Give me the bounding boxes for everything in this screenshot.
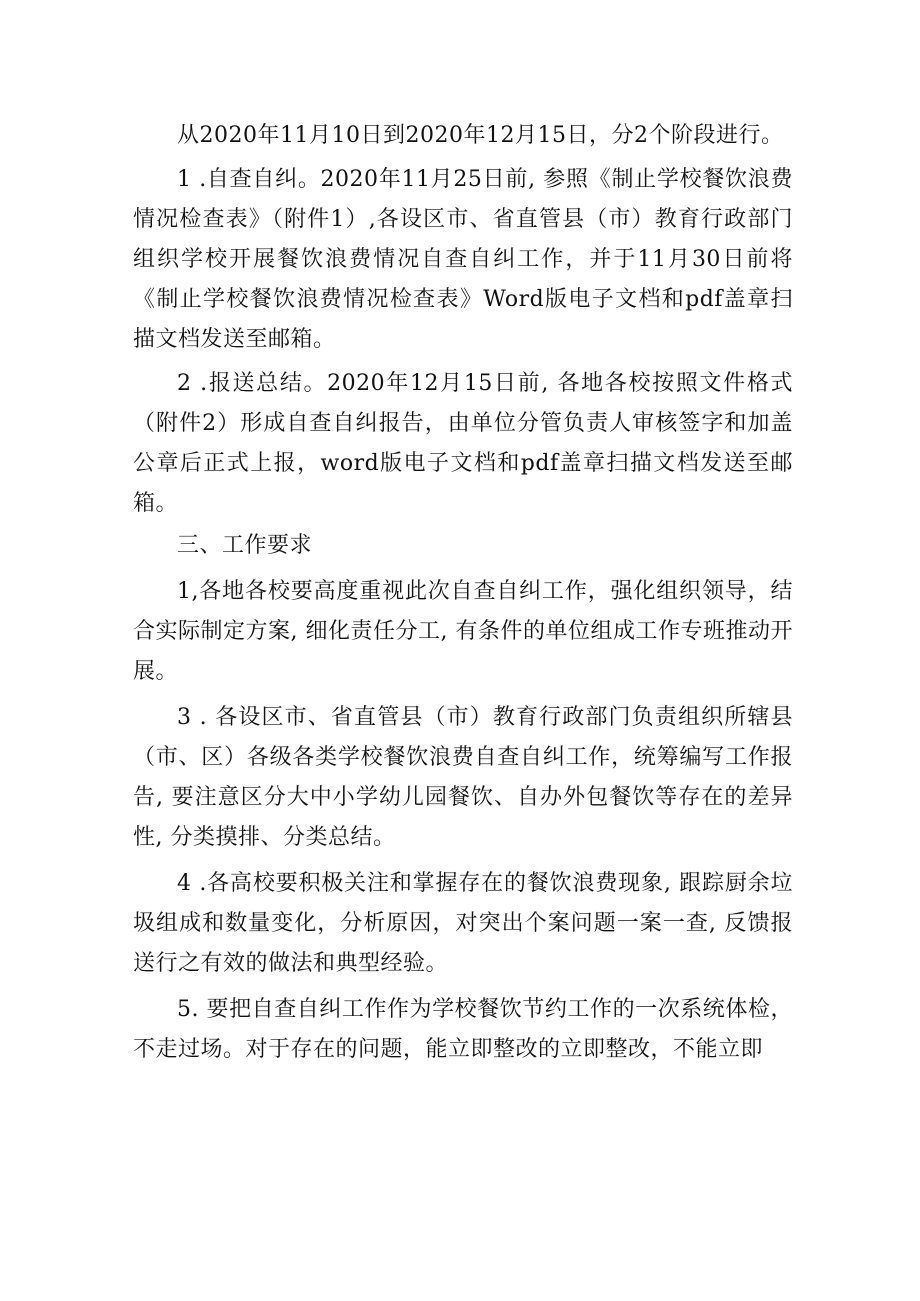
paragraph-report-summary: 2 .报送总结。2020年12月15日前, 各地各校按照文件格式（附件2）形成自查自纠报告，由单位分管负责人审核签字和加盖公章后正式上报，word版电子文档和pdf盖章扫描文档发送至邮箱。	[133, 371, 793, 516]
paragraph-schedule: 从2020年11月10日到2020年12月15日，分2个阶段进行。	[177, 123, 784, 148]
section-heading-work-requirements: 三、工作要求	[177, 533, 313, 558]
paragraph-requirement-3: 3 . 各设区市、省直管县（市）教育行政部门负责组织所辖县（市、区）各级各类学校餐饮浪费自查自纠工作，统筹编写工作报告, 要注意区分大中小学幼儿园餐饮、自办外包餐饮等存在的差异性, 分类摸排、分类总结。	[133, 705, 793, 850]
paragraph-requirement-1: 1,各地各校要高度重视此次自查自纠工作，强化组织领导，结合实际制定方案, 细化责任分工, 有条件的单位组成工作专班推动开展。	[133, 579, 793, 684]
paragraph-requirement-5: 5. 要把自查自纠工作作为学校餐饮节约工作的一次系统体检，不走过场。对于存在的问题，能立即整改的立即整改，不能立即	[133, 997, 793, 1062]
document-body	[133, 116, 793, 1070]
paragraph-requirement-4: 4 .各高校要积极关注和掌握存在的餐饮浪费现象, 跟踪厨余垃圾组成和数量变化，分析原因，对突出个案问题一案一查, 反馈报送行之有效的做法和典型经验。	[133, 871, 793, 976]
paragraph-self-check: 1 .自查自纠。2020年11月25日前, 参照《制止学校餐饮浪费情况检查表》（附件1）,各设区市、省直管县（市）教育行政部门组织学校开展餐饮浪费情况自查自纠工作，并于11月30日前将《制止学校餐饮浪费情况检查表》Word版电子文档和pdf盖章扫描文档发送至邮箱。	[133, 167, 793, 352]
